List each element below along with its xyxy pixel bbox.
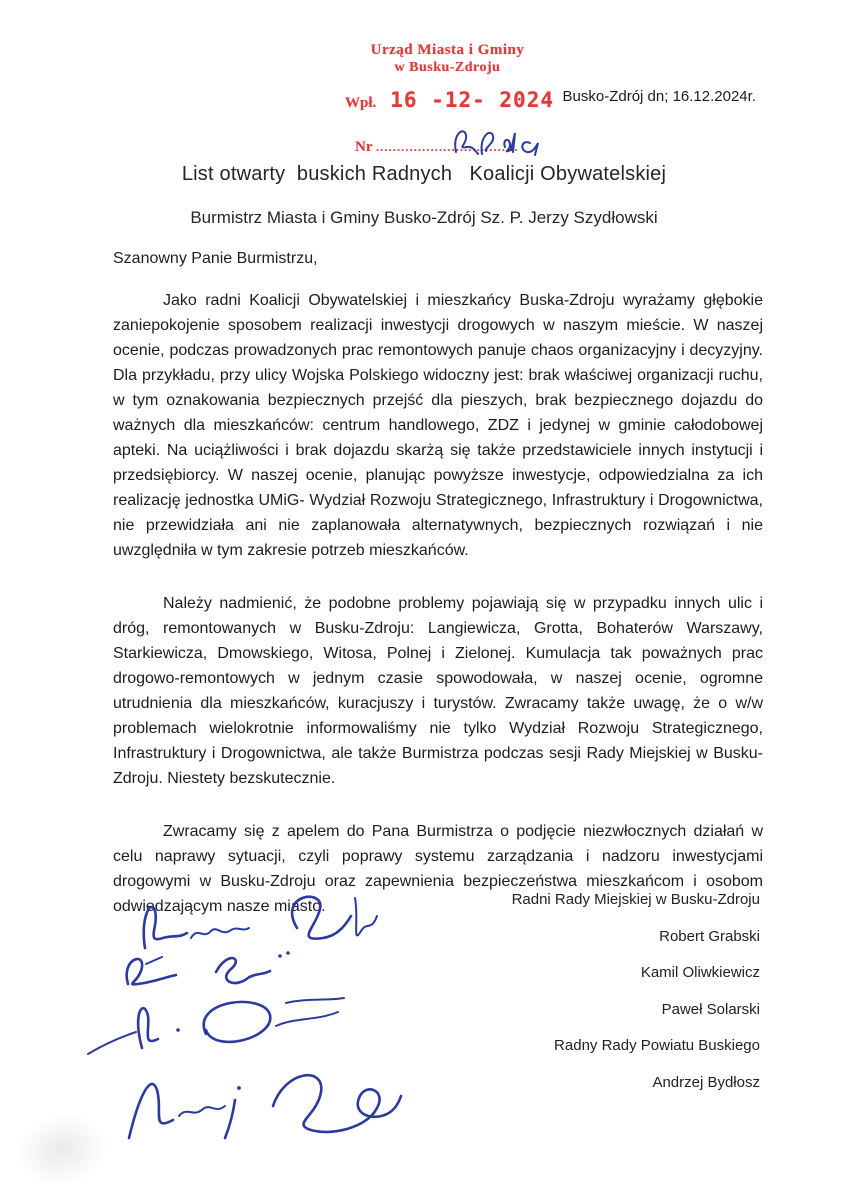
stamp-number-label: Nr <box>355 139 373 155</box>
city-date-line: Busko-Zdrój dn; 16.12.2024r. <box>562 88 756 105</box>
signatory-name-4: Andrzej Bydłosz <box>652 1073 760 1091</box>
signatory-name-1: Robert Grabski <box>659 927 760 945</box>
handwritten-signature-4 <box>115 1056 407 1164</box>
letter-title: List otwarty buskich Radnych Koalicji Obywatelskiej <box>181 163 667 185</box>
stamp-office-name-line1: Urząd Miasta i Gminy <box>370 42 525 58</box>
stamp-number-dotted-line: .................................. <box>375 140 519 154</box>
stamp-received-label: Wpł. <box>345 95 377 111</box>
scan-smudge <box>8 1105 116 1195</box>
stamp-received-row <box>345 88 575 112</box>
signatory-group-label-2: Radny Rady Powiatu Buskiego <box>554 1037 760 1055</box>
addressee-line: Burmistrz Miasta i Gminy Busko-Zdrój Sz. P. Jerzy Szydłowski <box>190 208 658 227</box>
paragraph-3: Zwracamy się z apelem do Pana Burmistrza o podjęcie niezwłocznych działań w celu naprawy sytuacji, czyli poprawy systemu zarządzania i nadzoru inwestycjami drogowymi w Busku-Zdroju oraz zapewnienia bezpieczeństwa mieszkańcom i osobom odwiedzającym nasze miasto. <box>113 823 763 915</box>
handwritten-reference-mark <box>448 122 548 162</box>
paragraph-1: Jako radni Koalicji Obywatelskiej i mieszkańcy Buska-Zdroju wyrażamy głębokie zaniepokojenie sposobem realizacji inwestycji drogowych w naszym mieście. W naszej ocenie, podczas prowadzonych prac remontowych panuje chaos organizacyjny i decyzyjny. Dla przykładu, przy ulicy Wojska Polskiego widoczny jest: brak właściwej organizacji ruchu, w tym oznakowania bezpiecznych przejść dla pieszych, brak bezpiecznego dojazdu do ważnych dla mieszkańców: centrum handlowego, ZDZ i jedynej w gminie całodobowej apteki. Na uciążliwości i brak dojazdu skarżą się także przedstawiciele innych instytucji i przedsiębiorcy. W naszej ocenie, planując powyższe inwestycje, odpowiedzialna za ich realizację jednostka UMiG- Wydział Rozwoju Strategicznego, Infrastruktury i Drogownictwa, nie przewidziała ani nie zaplanowała alternatywnych, bezpiecznych rozwiązań i nie uwzględniła w tym zakresie potrzeb mieszkańców. <box>113 292 763 559</box>
signatory-group-label: Radni Rady Miejskiej w Busku-Zdroju <box>511 891 760 908</box>
letter-body <box>113 288 763 947</box>
signatory-name-3: Paweł Solarski <box>661 1000 760 1018</box>
stamp-received-date: 16 -12- 2024 <box>390 88 554 112</box>
salutation: Szanowny Panie Burmistrzu, <box>113 250 318 267</box>
stamp-office-name-line2: w Busku-Zdroju <box>394 60 501 75</box>
signatory-name-2: Kamil Oliwkiewicz <box>640 964 760 982</box>
paragraph-2: Należy nadmienić, że podobne problemy pojawiają się w przypadku innych ulic i dróg, remontowanych w Busku-Zdroju: Langiewicza, Grotta, Bohaterów Warszawy, Starkiewicza, Dmowskiego, Witosa, Polnej i Zielonej. Kumulacja tak poważnych prac drogowo-remontowych w jednym czasie spowodowała, w naszej ocenie, ogromne utrudnienia dla mieszkańców, kuracjuszy i turystów. Zwracamy także uwagę, że o w/w problemach wielokrotnie informowaliśmy nie tylko Wydział Rozwoju Strategicznego, Infrastruktury i Drogownictwa, ale także Burmistrza podczas sesji Rady Miejskiej w Busku- Zdroju. Niestety bezskutecznie. <box>113 595 763 787</box>
intake-stamp <box>340 42 555 76</box>
